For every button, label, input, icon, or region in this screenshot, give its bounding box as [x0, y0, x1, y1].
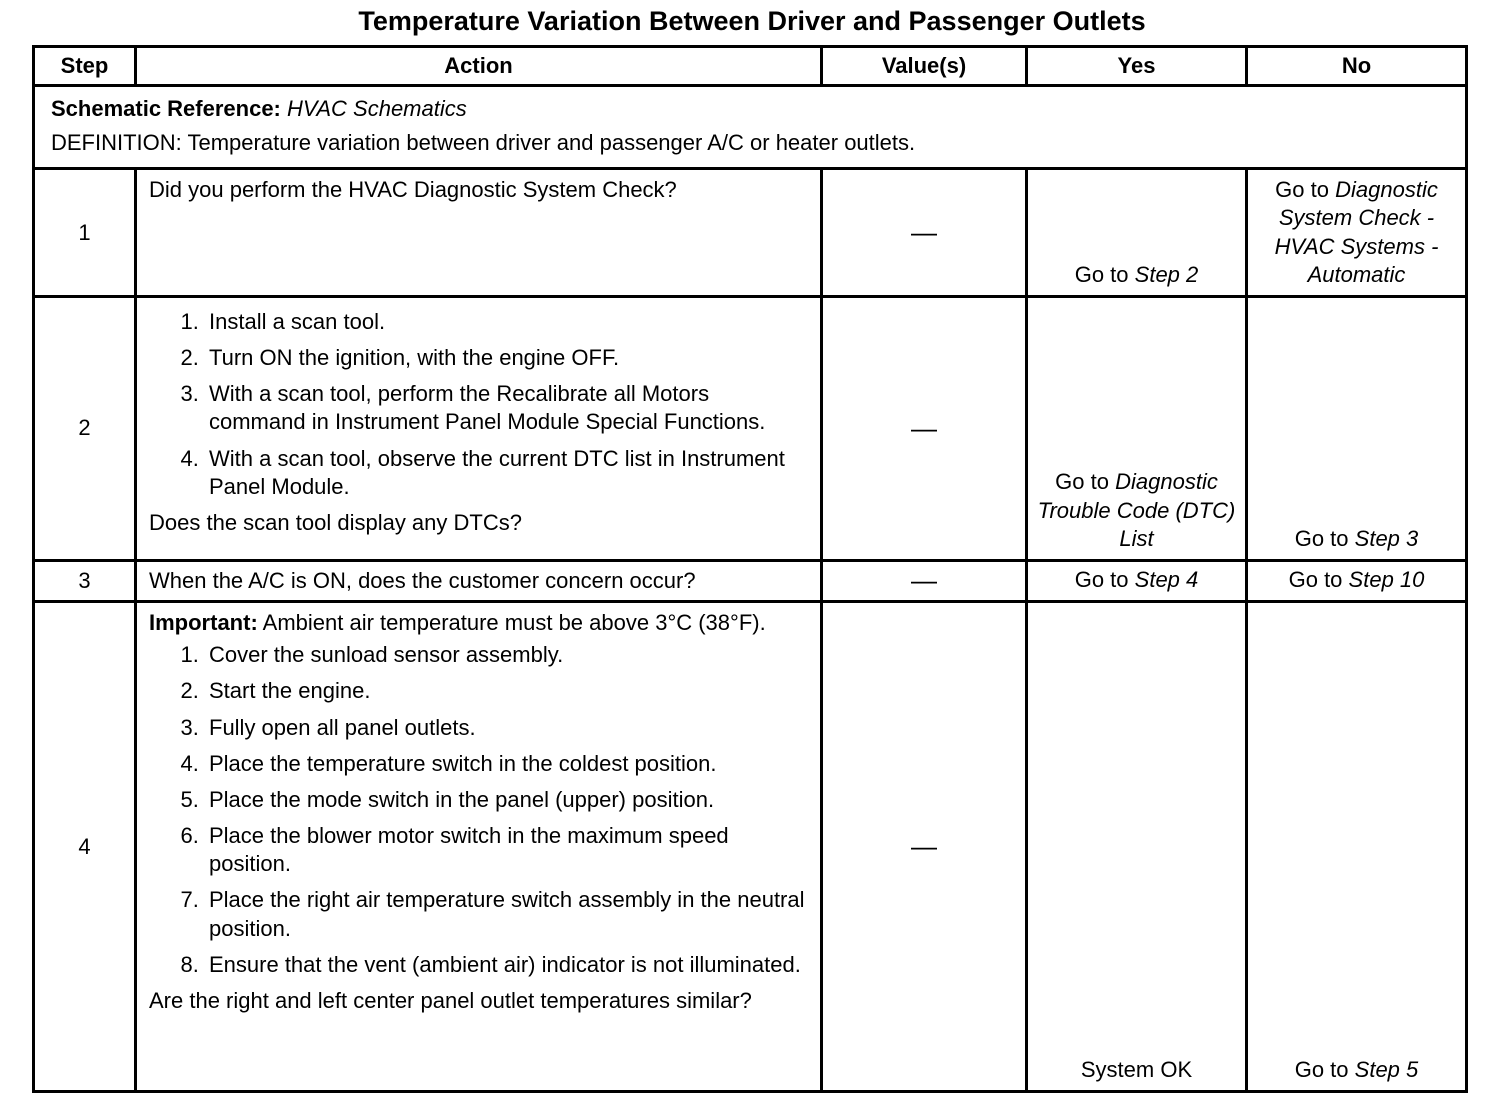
no-link[interactable]: Step 10 [1348, 566, 1425, 592]
yes-link[interactable]: Step 4 [1134, 566, 1199, 592]
value-cell: — [822, 296, 1027, 560]
step-number: 2 [34, 296, 136, 560]
list-item: 7. Place the right air temperature switch assembly in the neutral position. [205, 886, 810, 942]
schematic-reference-label: Schematic Reference: [51, 96, 281, 121]
action-cell [136, 296, 822, 560]
step-number: 4 [34, 602, 136, 1092]
no-prefix: Go to [1294, 1056, 1349, 1082]
list-item: 4. With a scan tool, observe the current DTC list in Instrument Panel Module. [205, 445, 810, 501]
yes-prefix: Go to [1074, 261, 1129, 287]
action-question: Did you perform the HVAC Diagnostic System Check? [149, 177, 677, 203]
yes-cell [1027, 602, 1247, 1092]
header-no: No [1247, 47, 1467, 86]
list-item: 1. Install a scan tool. [205, 308, 810, 336]
header-step: Step [34, 47, 136, 86]
list-item: 3. Fully open all panel outlets. [205, 714, 810, 742]
header-row [34, 47, 1467, 86]
list-item: 2. Start the engine. [205, 677, 810, 705]
yes-prefix: Go to [1055, 469, 1109, 495]
step-number: 1 [34, 169, 136, 297]
instruction-list [149, 308, 810, 501]
action-question: Are the right and left center panel outlet temperatures similar? [149, 987, 752, 1013]
list-item: 5. Place the mode switch in the panel (upper) position. [205, 786, 810, 814]
no-prefix: Go to [1288, 566, 1343, 592]
table-row [34, 296, 1467, 560]
header-action: Action [136, 47, 822, 86]
no-cell [1247, 169, 1467, 297]
action-question: Does the scan tool display any DTCs? [149, 509, 522, 535]
table-row [34, 169, 1467, 297]
list-item: 4. Place the temperature switch in the coldest position. [205, 750, 810, 778]
important-text: Ambient air temperature must be above 3°C (38°F). [262, 610, 766, 636]
instruction-list [149, 641, 810, 979]
important-note [149, 609, 810, 637]
list-item: 3. With a scan tool, perform the Recalibrate all Motors command in Instrument Panel Module Special Functions. [205, 380, 810, 436]
value-cell: — [822, 602, 1027, 1092]
no-prefix: Go to [1294, 525, 1349, 551]
yes-prefix: Go to [1074, 566, 1129, 592]
table-row [34, 602, 1467, 1092]
list-item: 8. Ensure that the vent (ambient air) indicator is not illuminated. [205, 951, 810, 979]
yes-cell [1027, 169, 1247, 297]
no-cell [1247, 560, 1467, 601]
value-cell: — [822, 169, 1027, 297]
step-number: 3 [34, 560, 136, 601]
action-cell [136, 560, 822, 601]
yes-cell [1027, 560, 1247, 601]
action-cell [136, 169, 822, 297]
list-item: 1. Cover the sunload sensor assembly. [205, 641, 810, 669]
yes-link[interactable]: Diagnostic Trouble Code (DTC) List [1037, 469, 1236, 551]
value-cell: — [822, 560, 1027, 601]
schematic-reference-link[interactable]: HVAC Schematics [287, 96, 467, 121]
yes-cell [1027, 296, 1247, 560]
important-label: Important: [149, 610, 258, 636]
table-row [34, 560, 1467, 601]
diagnostic-table [32, 45, 1468, 1093]
yes-link[interactable]: Step 2 [1134, 261, 1199, 287]
no-cell [1247, 602, 1467, 1092]
list-item: 2. Turn ON the ignition, with the engine OFF. [205, 344, 810, 372]
action-question: When the A/C is ON, does the customer concern occur? [149, 567, 696, 593]
no-link[interactable]: Step 5 [1354, 1056, 1419, 1082]
header-values: Value(s) [822, 47, 1027, 86]
list-item: 6. Place the blower motor switch in the maximum speed position. [205, 822, 810, 878]
header-yes: Yes [1027, 47, 1247, 86]
action-cell [136, 602, 822, 1092]
no-link[interactable]: Step 3 [1354, 525, 1419, 551]
definition-text: DEFINITION: Temperature variation between driver and passenger A/C or heater outlets. [51, 130, 916, 156]
reference-row [34, 86, 1467, 169]
no-cell [1247, 296, 1467, 560]
no-link[interactable]: Diagnostic System Check - HVAC Systems - Automatic [1274, 177, 1439, 287]
reference-cell [34, 86, 1467, 169]
page-title: Temperature Variation Between Driver and Passenger Outlets [358, 6, 1146, 36]
yes-text[interactable]: System OK [1080, 1056, 1193, 1082]
no-prefix: Go to [1275, 177, 1329, 203]
